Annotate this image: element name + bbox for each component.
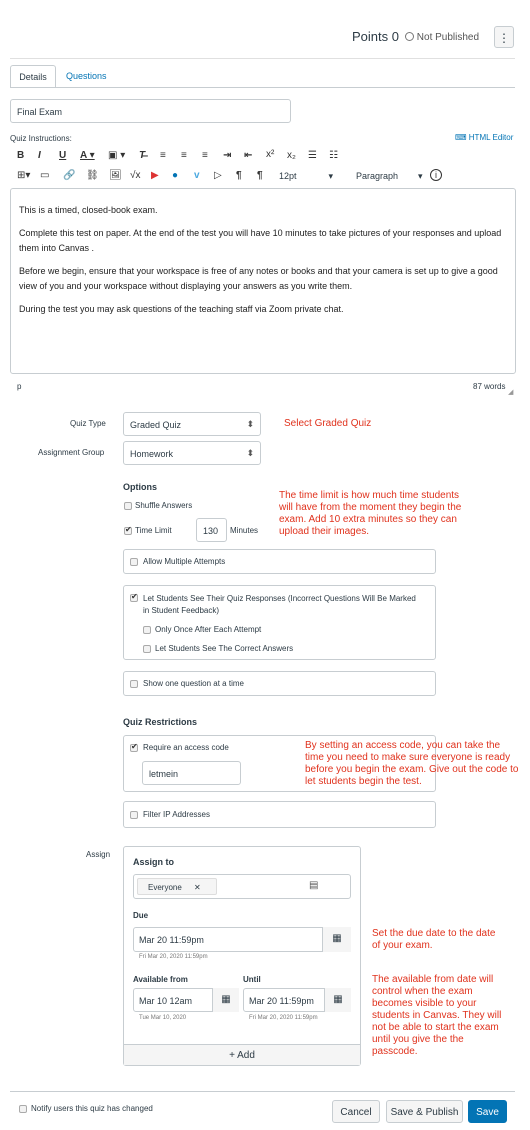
- instructions-label: Quiz Instructions:: [10, 134, 72, 143]
- filter-ip-checkbox[interactable]: [130, 811, 138, 819]
- quiz-type-label: Quiz Type: [70, 419, 106, 428]
- subscript-icon[interactable]: x₂: [287, 150, 296, 161]
- tab-details[interactable]: Details: [10, 65, 56, 87]
- instruction-paragraph: Complete this test on paper. At the end of the test you will have 10 minutes to take pictures of your responses and upload them into Canvas .: [19, 228, 502, 253]
- one-question-checkbox[interactable]: [130, 680, 138, 688]
- font-size-select[interactable]: 12pt ▾: [279, 171, 334, 181]
- link-icon[interactable]: 🔗: [63, 170, 76, 181]
- due-label: Due: [133, 911, 149, 920]
- multiple-attempts-checkbox[interactable]: [130, 558, 138, 566]
- access-code-input[interactable]: letmein: [142, 761, 241, 785]
- more-options-button[interactable]: ⋮: [494, 26, 514, 48]
- notify-label: Notify users this quiz has changed: [31, 1104, 153, 1113]
- assign-label: Assign: [86, 850, 111, 859]
- options-heading: Options: [123, 482, 157, 492]
- access-code-label: Require an access code: [143, 743, 229, 752]
- one-question-label: Show one question at a time: [143, 679, 244, 688]
- until-calendar-button[interactable]: [324, 988, 351, 1012]
- due-calendar-button[interactable]: [322, 927, 351, 952]
- header-divider: [10, 58, 515, 59]
- info-icon[interactable]: ●: [172, 170, 179, 181]
- available-from-input[interactable]: Mar 10 12am: [133, 988, 239, 1012]
- youtube-icon[interactable]: ▶: [151, 170, 159, 181]
- instructions-editor[interactable]: [10, 188, 516, 374]
- notify-checkbox[interactable]: [19, 1105, 27, 1113]
- time-limit-checkbox[interactable]: [124, 527, 132, 535]
- address-book-icon[interactable]: ▤: [309, 880, 319, 891]
- unlink-icon[interactable]: ⛓: [86, 170, 99, 181]
- quiz-type-select[interactable]: Graded Quiz ⬍: [123, 412, 261, 436]
- table-icon[interactable]: ⊞▾: [17, 170, 31, 181]
- instruction-paragraph: Before we begin, ensure that your workspace is free of any notes or books and that your camera is set up to give a good view of you and your workspace without displaying your answers as you write them.: [19, 266, 498, 291]
- see-correct-label: Let Students See The Correct Answers: [155, 644, 294, 653]
- filter-ip-label: Filter IP Addresses: [143, 810, 210, 819]
- annotation-graded: Select Graded Quiz: [284, 418, 372, 429]
- text-color-icon[interactable]: A ▾: [80, 150, 95, 161]
- cancel-button[interactable]: Cancel: [332, 1100, 380, 1123]
- tabs-divider: [10, 87, 515, 88]
- word-count: 87 words: [473, 382, 506, 391]
- see-responses-label: Let Students See Their Quiz Responses (Incorrect Questions Will Be Marked in Student Feedback): [143, 594, 416, 615]
- remove-icon[interactable]: ✕: [194, 883, 201, 892]
- due-hint: Fri Mar 20, 2020 11:59pm: [139, 954, 208, 960]
- not-published-icon: [405, 32, 414, 41]
- publish-status[interactable]: Not Published: [405, 31, 479, 43]
- calendar-icon: ▦: [333, 994, 343, 1005]
- points-label: Points 0: [352, 29, 399, 44]
- clear-format-icon[interactable]: T̶: [139, 150, 146, 161]
- paragraph-select[interactable]: Paragraph ▾: [356, 171, 423, 181]
- image-icon[interactable]: 🖼: [109, 170, 122, 181]
- see-correct-checkbox[interactable]: [143, 645, 151, 653]
- due-input[interactable]: Mar 20 11:59pm: [133, 927, 351, 952]
- editor-path: p: [17, 382, 22, 391]
- vimeo-icon[interactable]: v: [194, 170, 200, 181]
- superscript-icon[interactable]: x²: [266, 149, 275, 160]
- until-label: Until: [243, 975, 261, 984]
- embed-icon[interactable]: ▷: [214, 170, 222, 181]
- once-after-checkbox[interactable]: [143, 626, 151, 634]
- align-center-icon[interactable]: ≡: [181, 150, 187, 161]
- time-limit-label: Time Limit: [135, 526, 172, 535]
- save-publish-button[interactable]: Save & Publish: [386, 1100, 463, 1123]
- outdent-icon[interactable]: ⇤: [244, 150, 253, 161]
- resize-handle-icon[interactable]: ◢: [508, 389, 514, 396]
- align-left-icon[interactable]: ≡: [160, 150, 166, 161]
- accessibility-icon[interactable]: i: [430, 169, 442, 181]
- assignment-group-select[interactable]: Homework ⬍: [123, 441, 261, 465]
- save-button[interactable]: Save: [468, 1100, 507, 1123]
- italic-icon[interactable]: I: [38, 150, 41, 161]
- see-responses-checkbox[interactable]: [130, 594, 138, 602]
- instruction-paragraph: This is a timed, closed-book exam.: [19, 205, 158, 215]
- instruction-paragraph: During the test you may ask questions of the teaching staff via Zoom private chat.: [19, 304, 344, 314]
- calendar-icon: ▦: [332, 933, 342, 944]
- equation-icon[interactable]: √x: [130, 170, 141, 181]
- tab-questions[interactable]: Questions: [66, 71, 107, 81]
- add-assignment-button[interactable]: + Add: [124, 1044, 360, 1065]
- assignment-group-label: Assignment Group: [38, 448, 105, 457]
- bold-icon[interactable]: B: [17, 150, 25, 161]
- quiz-title-input[interactable]: Final Exam: [10, 99, 291, 123]
- rtl-icon[interactable]: ¶: [257, 170, 263, 181]
- access-code-checkbox[interactable]: [130, 744, 138, 752]
- until-hint: Fri Mar 20, 2020 11:59pm: [249, 1015, 318, 1021]
- indent-icon[interactable]: ⇥: [223, 150, 232, 161]
- numbered-list-icon[interactable]: ☷: [329, 150, 338, 161]
- available-calendar-button[interactable]: [212, 988, 239, 1012]
- assign-to-label: Assign to: [133, 857, 175, 867]
- until-input[interactable]: Mar 20 11:59pm: [243, 988, 351, 1012]
- media-icon[interactable]: ▭: [40, 170, 50, 181]
- footer-divider: [10, 1091, 515, 1092]
- shuffle-label: Shuffle Answers: [135, 501, 193, 510]
- annotation-time-limit: The time limit is how much time students will have from the moment they begin the exam. Add 10 extra minutes so they can upload their images.: [279, 490, 462, 537]
- bullet-list-icon[interactable]: ☰: [308, 150, 317, 161]
- time-limit-input[interactable]: 130: [196, 518, 227, 542]
- annotation-available: The available from date will control when the exam becomes visible to your students in Canvas. They will not be able to start the exam until you give the the passcode.: [372, 974, 502, 1057]
- background-color-icon[interactable]: ▣ ▾: [108, 150, 126, 161]
- html-editor-link[interactable]: ⌨ HTML Editor: [455, 133, 514, 142]
- points-value: 0: [391, 29, 399, 44]
- annotation-due: Set the due date to the date of your exam.: [372, 928, 496, 951]
- restrictions-heading: Quiz Restrictions: [123, 717, 198, 727]
- multiple-attempts-label: Allow Multiple Attempts: [143, 557, 226, 566]
- minutes-label: Minutes: [230, 526, 259, 535]
- annotation-access-code: By setting an access code, you can take the time you need to make sure everyone is ready before you begin the exam. Give out the code to let students begin the test.: [305, 740, 519, 787]
- once-after-label: Only Once After Each Attempt: [155, 625, 262, 634]
- html-editor-icon: ⌨: [455, 133, 467, 142]
- available-hint: Tue Mar 10, 2020: [139, 1015, 187, 1021]
- align-right-icon[interactable]: ≡: [202, 150, 208, 161]
- underline-icon[interactable]: U: [59, 150, 67, 161]
- calendar-icon: ▦: [221, 994, 231, 1005]
- available-from-label: Available from: [133, 975, 188, 984]
- ltr-icon[interactable]: ¶: [236, 170, 242, 181]
- assignee-token[interactable]: Everyone ✕: [137, 878, 217, 895]
- shuffle-checkbox[interactable]: [124, 502, 132, 510]
